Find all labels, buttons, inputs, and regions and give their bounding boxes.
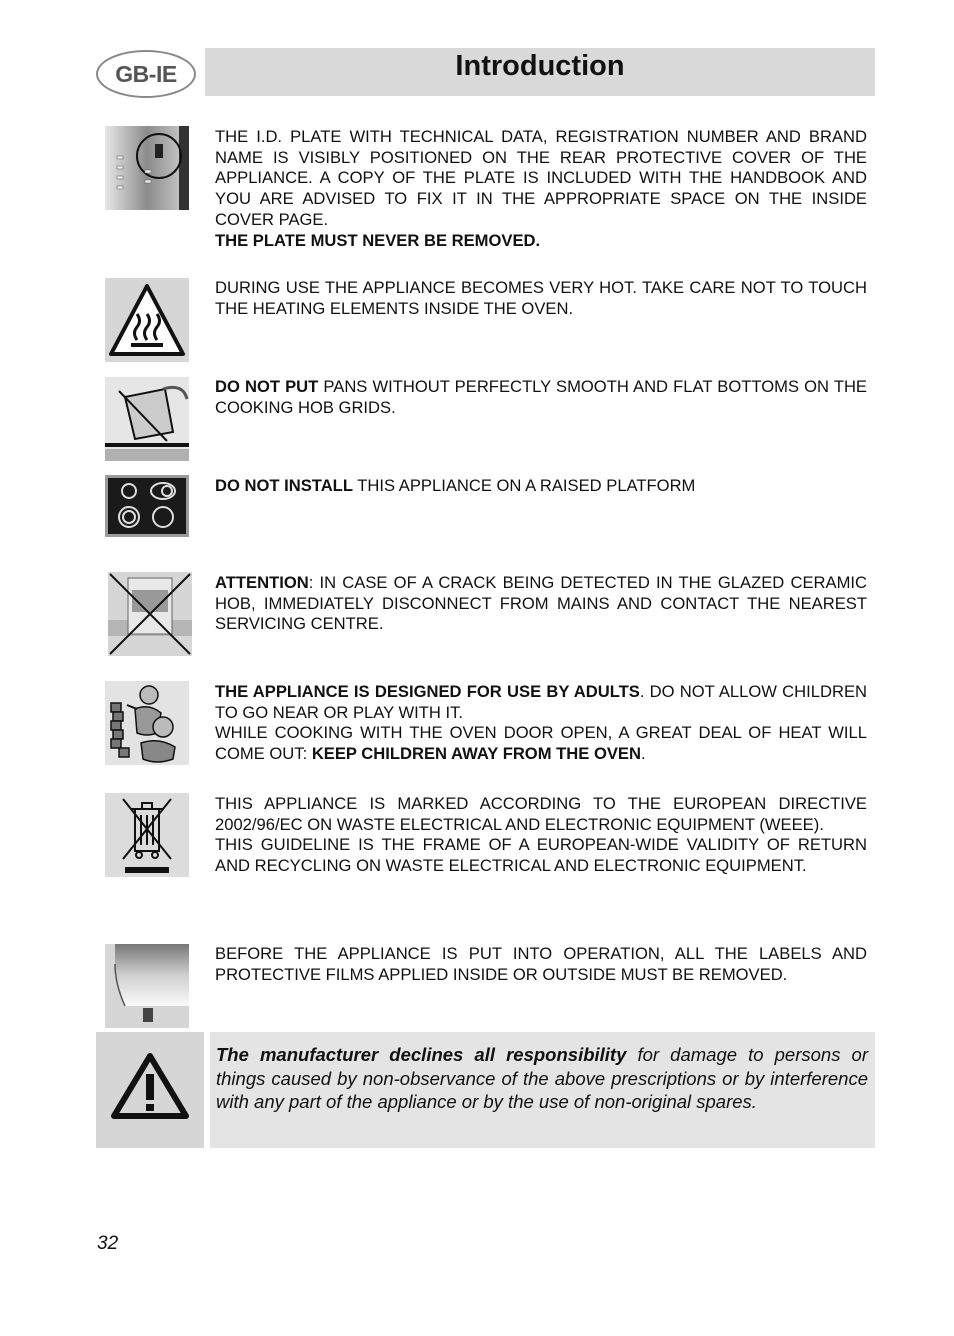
children-text-block — [215, 682, 867, 765]
id-plate-warning: THE PLATE MUST NEVER BE REMOVED. — [215, 230, 541, 250]
oven-rear-plate-icon — [105, 126, 189, 210]
films-text: BEFORE THE APPLIANCE IS PUT INTO OPERATION, ALL THE LABELS AND PROTECTIVE FILMS APPLIED INSIDE OR OUTSIDE MUST BE REMOVED. — [215, 944, 867, 984]
disclaimer-bold: The manufacturer declines all responsibility — [216, 1044, 627, 1065]
platform-bold: DO NOT INSTALL — [215, 476, 353, 495]
children-text-3: . — [640, 744, 646, 764]
page-number: 32 — [97, 1233, 119, 1254]
hot-text-block — [215, 278, 867, 319]
protective-film-icon — [105, 944, 189, 1028]
page-title: Introduction — [455, 49, 625, 82]
ceramic-hob-icon — [105, 475, 189, 537]
children-text-1: . DO NOT ALLOW CHILDREN TO GO NEAR OR PLAY WITH IT. — [215, 682, 867, 722]
crossed-appliance-icon — [108, 572, 192, 656]
crossed-bin-icon — [105, 793, 189, 877]
exclamation-warning-icon — [96, 1032, 204, 1148]
crack-bold: ATTENTION — [215, 573, 309, 592]
children-bold-1: THE APPLIANCE IS DESIGNED FOR USE BY ADULTS — [215, 682, 640, 701]
disclaimer-divider — [204, 1032, 210, 1148]
films-text-block — [215, 944, 867, 985]
pans-text-block — [215, 377, 867, 418]
region-badge: GB-IE — [96, 50, 196, 98]
pans-text: PANS WITHOUT PERFECTLY SMOOTH AND FLAT BOTTOMS ON THE COOKING HOB GRIDS. — [215, 377, 868, 417]
weee-text-2: THIS GUIDELINE IS THE FRAME OF A EUROPEAN-WIDE VALIDITY OF RETURN AND RECYCLING ON WASTE ELECTRICAL AND ELECTRONIC EQUIPMENT. — [215, 835, 867, 876]
children-warning-icon — [105, 681, 189, 765]
pans-bold: DO NOT PUT — [215, 377, 319, 396]
disclaimer-text: for damage to persons or things caused by non-observance of the above prescriptions or by interference with any part of the appliance or by the use of non-original spares. — [216, 1044, 869, 1112]
children-bold-2: KEEP CHILDREN AWAY FROM THE OVEN — [311, 744, 641, 764]
platform-text-block — [215, 476, 867, 497]
platform-text: THIS APPLIANCE ON A RAISED PLATFORM — [352, 476, 696, 495]
children-text-2: WHILE COOKING WITH THE OVEN DOOR OPEN, A GREAT DEAL OF HEAT WILL COME OUT: — [215, 723, 867, 764]
title-bar — [205, 48, 875, 96]
id-plate-text-block — [215, 127, 867, 251]
crack-text-block — [215, 573, 867, 635]
id-plate-text: THE I.D. PLATE WITH TECHNICAL DATA, REGISTRATION NUMBER AND BRAND NAME IS VISIBLY POSITIONED ON THE REAR PROTECTIVE COVER OF THE APPLIANCE. A COPY OF THE PLATE IS INCLUDED WITH THE HANDBOOK AND YOU ARE ADVISED TO FIX IT IN THE APPROPRIATE SPACE ON THE INSIDE COVER PAGE. — [215, 127, 867, 229]
hot-surface-warning-icon — [105, 278, 189, 362]
weee-text-block — [215, 794, 867, 877]
hot-text: DURING USE THE APPLIANCE BECOMES VERY HOT. TAKE CARE NOT TO TOUCH THE HEATING ELEMENTS INSIDE THE OVEN. — [215, 278, 867, 318]
pan-on-hob-icon — [105, 377, 189, 461]
crack-text: : IN CASE OF A CRACK BEING DETECTED IN THE GLAZED CERAMIC HOB, IMMEDIATELY DISCONNECT FROM MAINS AND CONTACT THE NEAREST SERVICING CENTRE. — [215, 573, 867, 634]
disclaimer-text-block — [216, 1043, 868, 1114]
weee-text-1: THIS APPLIANCE IS MARKED ACCORDING TO THE EUROPEAN DIRECTIVE 2002/96/EC ON WASTE ELECTRICAL AND ELECTRONIC EQUIPMENT (WEEE). — [215, 794, 867, 834]
